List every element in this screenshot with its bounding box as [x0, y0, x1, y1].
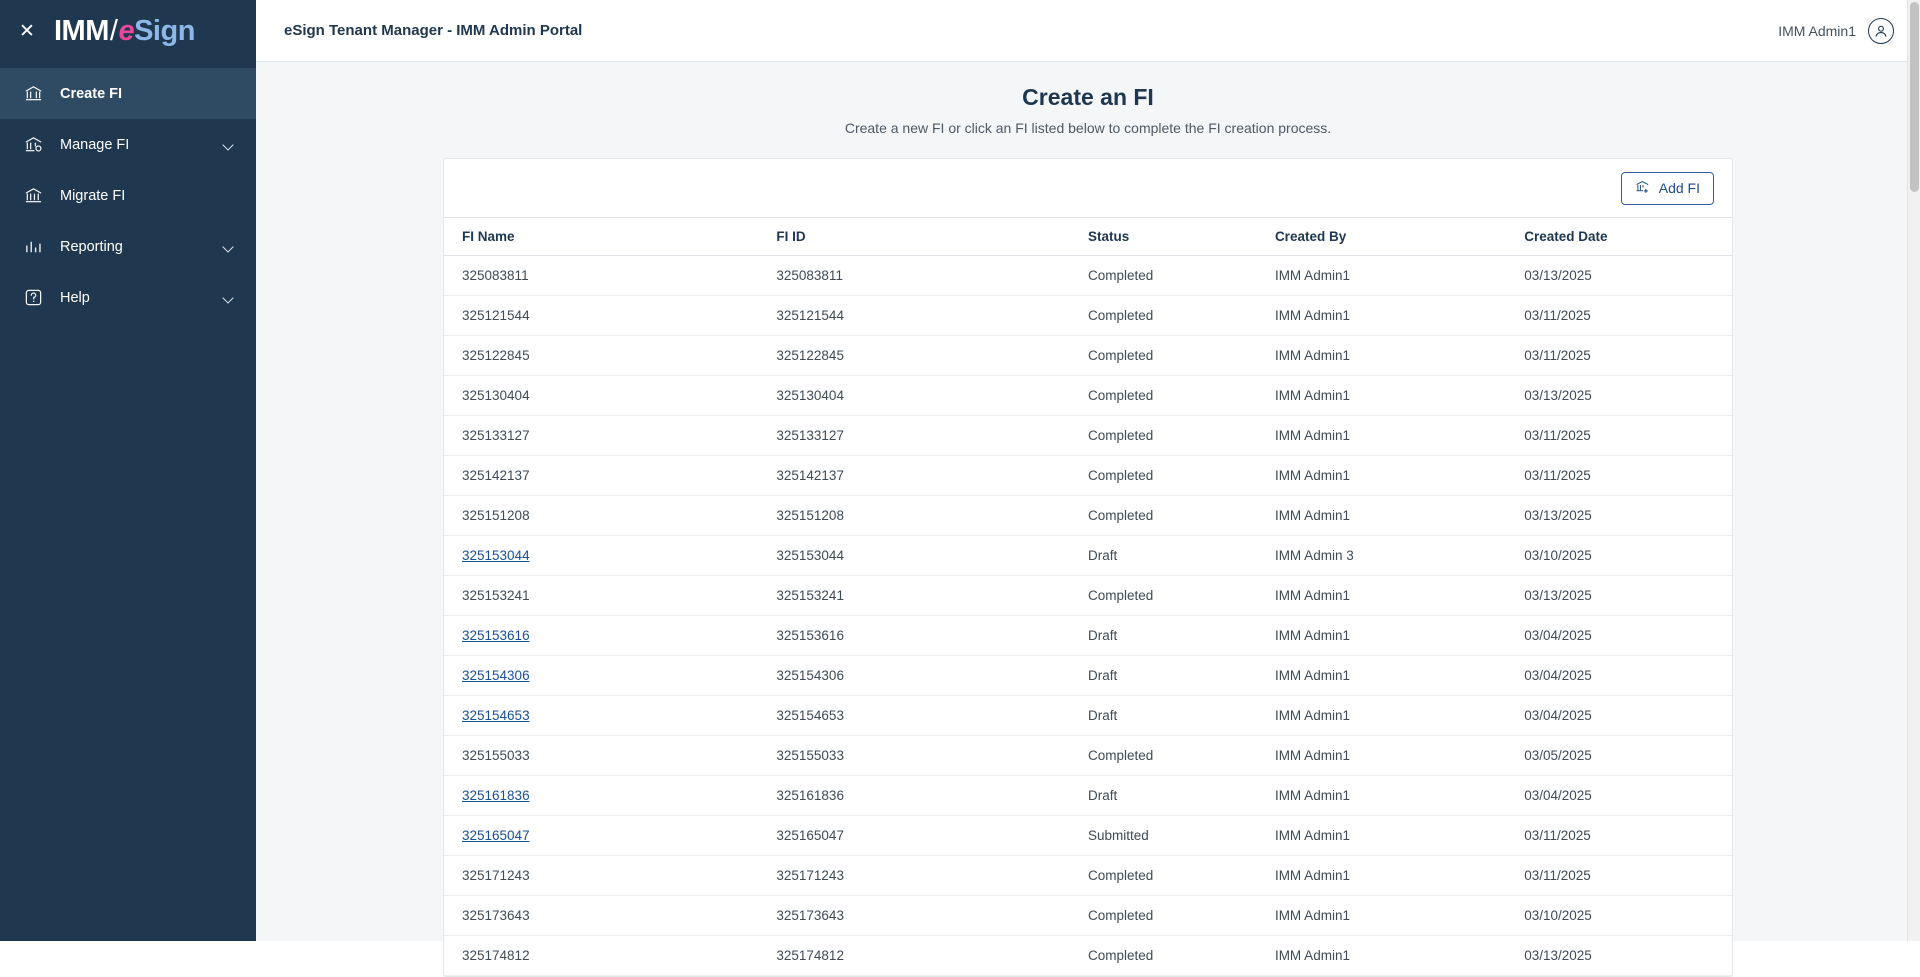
- fi-table: [444, 217, 1732, 976]
- cell-fi-id: 325122845: [776, 336, 1088, 376]
- bank-migrate-icon: [20, 186, 46, 205]
- table-row: [444, 776, 1732, 816]
- cell-created-date: 03/11/2025: [1524, 296, 1732, 336]
- cell-fi-name[interactable]: [444, 816, 776, 856]
- brand-e: e: [118, 14, 135, 47]
- cell-created-by: IMM Admin1: [1275, 296, 1524, 336]
- table-row: [444, 856, 1732, 896]
- cell-fi-name: 325153241: [444, 576, 776, 616]
- fi-name-link[interactable]: 325153616: [462, 628, 530, 643]
- chevron-down-icon[interactable]: [222, 240, 236, 254]
- cell-fi-id: 325154306: [776, 656, 1088, 696]
- cell-created-by: IMM Admin1: [1275, 616, 1524, 656]
- scrollbar-thumb[interactable]: [1910, 2, 1919, 192]
- cell-status: Completed: [1088, 296, 1275, 336]
- cell-fi-id: 325153241: [776, 576, 1088, 616]
- table-row: [444, 296, 1732, 336]
- cell-fi-id: 325083811: [776, 256, 1088, 296]
- page-content: [256, 62, 1920, 977]
- table-row: [444, 336, 1732, 376]
- cell-created-date: 03/13/2025: [1524, 376, 1732, 416]
- cell-created-date: 03/13/2025: [1524, 936, 1732, 976]
- cell-fi-id: 325121544: [776, 296, 1088, 336]
- cell-status: Completed: [1088, 896, 1275, 936]
- cell-status: Completed: [1088, 736, 1275, 776]
- sidebar-item-help[interactable]: [0, 272, 256, 323]
- sidebar-item-label: Help: [60, 289, 90, 306]
- cell-created-date: 03/13/2025: [1524, 576, 1732, 616]
- table-row: [444, 496, 1732, 536]
- sidebar-item-manage-fi[interactable]: [0, 119, 256, 170]
- cell-created-date: 03/13/2025: [1524, 496, 1732, 536]
- fi-name-link[interactable]: 325154306: [462, 668, 530, 683]
- cell-created-by: IMM Admin1: [1275, 256, 1524, 296]
- cell-fi-id: 325142137: [776, 456, 1088, 496]
- fi-name-link[interactable]: 325165047: [462, 828, 530, 843]
- cell-fi-name: 325171243: [444, 856, 776, 896]
- cell-created-date: 03/11/2025: [1524, 336, 1732, 376]
- app-title: eSign Tenant Manager - IMM Admin Portal: [284, 22, 583, 39]
- cell-fi-name: 325083811: [444, 256, 776, 296]
- cell-created-by: IMM Admin1: [1275, 496, 1524, 536]
- brand-sign: Sign: [134, 14, 195, 47]
- fi-table-body: [444, 256, 1732, 976]
- table-row: [444, 456, 1732, 496]
- table-header-row: [444, 218, 1732, 256]
- table-row: [444, 896, 1732, 936]
- table-row: [444, 536, 1732, 576]
- bank-settings-icon: [20, 135, 46, 154]
- sidebar-header: [0, 0, 256, 62]
- cell-created-by: IMM Admin1: [1275, 776, 1524, 816]
- sidebar-item-migrate-fi[interactable]: [0, 170, 256, 221]
- cell-fi-name[interactable]: [444, 696, 776, 736]
- table-row: [444, 416, 1732, 456]
- cell-created-by: IMM Admin1: [1275, 456, 1524, 496]
- cell-fi-id: 325133127: [776, 416, 1088, 456]
- cell-status: Draft: [1088, 616, 1275, 656]
- cell-created-date: 03/13/2025: [1524, 256, 1732, 296]
- cell-status: Completed: [1088, 496, 1275, 536]
- cell-status: Completed: [1088, 856, 1275, 896]
- main-area: [256, 0, 1920, 963]
- cell-created-by: IMM Admin1: [1275, 856, 1524, 896]
- topbar-right: [1778, 18, 1894, 44]
- cell-fi-id: 325174812: [776, 936, 1088, 976]
- sidebar-nav: [0, 68, 256, 323]
- cell-created-by: IMM Admin1: [1275, 816, 1524, 856]
- cell-status: Draft: [1088, 696, 1275, 736]
- cell-created-date: 03/04/2025: [1524, 616, 1732, 656]
- cell-created-by: IMM Admin1: [1275, 936, 1524, 976]
- cell-created-by: IMM Admin 3: [1275, 536, 1524, 576]
- cell-created-date: 03/05/2025: [1524, 736, 1732, 776]
- cell-status: Completed: [1088, 456, 1275, 496]
- sidebar-item-reporting[interactable]: [0, 221, 256, 272]
- cell-fi-name: 325151208: [444, 496, 776, 536]
- cell-created-date: 03/04/2025: [1524, 696, 1732, 736]
- add-fi-button[interactable]: [1621, 172, 1714, 205]
- cell-fi-name[interactable]: [444, 536, 776, 576]
- cell-status: Completed: [1088, 256, 1275, 296]
- chevron-down-icon[interactable]: [222, 138, 236, 152]
- fi-name-link[interactable]: 325154653: [462, 708, 530, 723]
- brand-slash: /: [109, 14, 118, 47]
- add-fi-button-label: Add FI: [1658, 180, 1700, 196]
- sidebar-item-label: Reporting: [60, 238, 123, 255]
- table-row: [444, 376, 1732, 416]
- column-header-created-by[interactable]: Created By: [1275, 218, 1524, 256]
- cell-created-by: IMM Admin1: [1275, 736, 1524, 776]
- bank-icon: [20, 84, 46, 103]
- table-row: [444, 576, 1732, 616]
- column-header-fi-name[interactable]: FI Name: [444, 218, 776, 256]
- cell-created-by: IMM Admin1: [1275, 576, 1524, 616]
- cell-fi-name: 325121544: [444, 296, 776, 336]
- sidebar-item-label: Manage FI: [60, 136, 130, 153]
- cell-fi-name[interactable]: [444, 776, 776, 816]
- table-row: [444, 656, 1732, 696]
- cell-fi-id: 325161836: [776, 776, 1088, 816]
- table-row: [444, 696, 1732, 736]
- column-header-status[interactable]: Status: [1088, 218, 1275, 256]
- cell-created-by: IMM Admin1: [1275, 696, 1524, 736]
- brand-logo: [54, 15, 195, 48]
- page-title: Create an FI: [1022, 84, 1154, 110]
- topbar: [256, 0, 1920, 62]
- cell-fi-id: 325154653: [776, 696, 1088, 736]
- chevron-down-icon[interactable]: [222, 291, 236, 305]
- bar-chart-icon: [20, 237, 46, 256]
- cell-created-by: IMM Admin1: [1275, 416, 1524, 456]
- sidebar-item-label: Create FI: [60, 85, 123, 102]
- cell-created-date: 03/11/2025: [1524, 816, 1732, 856]
- user-avatar-icon[interactable]: [1868, 18, 1894, 44]
- fi-name-link[interactable]: 325153044: [462, 548, 530, 563]
- cell-fi-name: 325133127: [444, 416, 776, 456]
- cell-status: Completed: [1088, 336, 1275, 376]
- cell-fi-name: 325142137: [444, 456, 776, 496]
- cell-status: Draft: [1088, 776, 1275, 816]
- cell-fi-name: 325173643: [444, 896, 776, 936]
- brand-imm: IMM: [54, 14, 109, 47]
- cell-fi-id: 325151208: [776, 496, 1088, 536]
- cell-created-by: IMM Admin1: [1275, 896, 1524, 936]
- table-row: [444, 256, 1732, 296]
- cell-fi-name[interactable]: [444, 616, 776, 656]
- close-icon[interactable]: ✕: [19, 20, 35, 42]
- cell-status: Completed: [1088, 936, 1275, 976]
- sidebar-item-label: Migrate FI: [60, 187, 126, 204]
- question-circle-icon: [20, 288, 46, 307]
- cell-created-by: IMM Admin1: [1275, 336, 1524, 376]
- cell-fi-name: 325130404: [444, 376, 776, 416]
- card-toolbar: [444, 159, 1732, 217]
- column-header-created-date[interactable]: Created Date: [1524, 218, 1732, 256]
- cell-status: Completed: [1088, 416, 1275, 456]
- table-row: [444, 736, 1732, 776]
- cell-fi-id: 325173643: [776, 896, 1088, 936]
- fi-table-head: [444, 218, 1732, 256]
- page-scrollbar[interactable]: [1907, 0, 1920, 941]
- cell-created-date: 03/11/2025: [1524, 416, 1732, 456]
- table-row: [444, 816, 1732, 856]
- cell-fi-id: 325171243: [776, 856, 1088, 896]
- cell-fi-name[interactable]: [444, 656, 776, 696]
- cell-fi-id: 325153044: [776, 536, 1088, 576]
- table-row: [444, 936, 1732, 976]
- cell-status: Draft: [1088, 656, 1275, 696]
- user-name: IMM Admin1: [1778, 22, 1856, 39]
- cell-created-by: IMM Admin1: [1275, 376, 1524, 416]
- cell-created-date: 03/11/2025: [1524, 456, 1732, 496]
- table-row: [444, 616, 1732, 656]
- cell-created-date: 03/11/2025: [1524, 856, 1732, 896]
- cell-fi-id: 325153616: [776, 616, 1088, 656]
- cell-created-date: 03/04/2025: [1524, 656, 1732, 696]
- cell-created-date: 03/10/2025: [1524, 896, 1732, 936]
- sidebar: [0, 0, 256, 941]
- cell-fi-id: 325165047: [776, 816, 1088, 856]
- fi-card: [443, 158, 1733, 977]
- sidebar-item-create-fi[interactable]: [0, 68, 256, 119]
- cell-fi-name: 325122845: [444, 336, 776, 376]
- cell-fi-name: 325155033: [444, 736, 776, 776]
- cell-created-date: 03/10/2025: [1524, 536, 1732, 576]
- cell-status: Completed: [1088, 376, 1275, 416]
- cell-fi-name: 325174812: [444, 936, 776, 976]
- cell-status: Submitted: [1088, 816, 1275, 856]
- cell-created-date: 03/04/2025: [1524, 776, 1732, 816]
- fi-name-link[interactable]: 325161836: [462, 788, 530, 803]
- cell-fi-id: 325130404: [776, 376, 1088, 416]
- bank-plus-icon: [1635, 179, 1651, 198]
- cell-status: Draft: [1088, 536, 1275, 576]
- column-header-fi-id[interactable]: FI ID: [776, 218, 1088, 256]
- cell-status: Completed: [1088, 576, 1275, 616]
- cell-created-by: IMM Admin1: [1275, 656, 1524, 696]
- page-subtitle: Create a new FI or click an FI listed below to complete the FI creation process.: [844, 120, 1332, 136]
- cell-fi-id: 325155033: [776, 736, 1088, 776]
